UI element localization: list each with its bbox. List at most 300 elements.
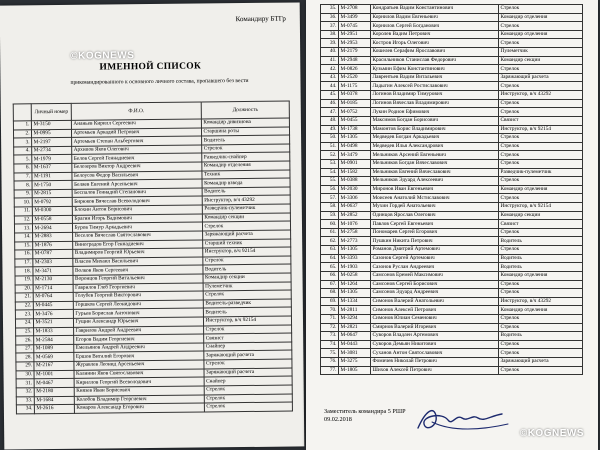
table-row bbox=[321, 263, 583, 272]
position: Инструктор, в/ч 43292 bbox=[202, 196, 290, 206]
position: Стрелок bbox=[499, 349, 583, 358]
full-name: Колобов Владимир Георгиевич bbox=[74, 394, 204, 404]
personal-number: M-0258 bbox=[339, 271, 371, 280]
full-name: Гурьев Борислав Антонович bbox=[73, 308, 203, 318]
personal-number: M-3294 bbox=[339, 314, 371, 323]
full-name: Романов Дмитрий Артемович bbox=[371, 246, 499, 255]
position: Разведчик-пулеметчик bbox=[499, 168, 583, 177]
table-row bbox=[321, 271, 583, 280]
table-row bbox=[321, 349, 583, 358]
position: Инструктор, в/ч 92154 bbox=[499, 125, 583, 134]
personal-number: M-2951 bbox=[339, 30, 371, 39]
full-name: Архипов Яков Олегович bbox=[72, 145, 202, 155]
personal-number: M-2948 bbox=[339, 56, 371, 65]
row-index: 9. bbox=[14, 190, 32, 199]
row-index: 76. bbox=[321, 357, 339, 366]
position: Стрелок bbox=[499, 5, 583, 14]
row-index: 61. bbox=[321, 228, 339, 237]
position: Командир отделения bbox=[202, 161, 290, 171]
full-name: Голубев Георгий Викторович bbox=[73, 291, 203, 301]
table-row bbox=[321, 99, 583, 108]
full-name: Виноградов Егор Геннадиевич bbox=[73, 240, 203, 250]
personal-number: M-1305 bbox=[339, 134, 371, 143]
position: Стрелок bbox=[499, 228, 583, 237]
full-name: Белов Сергей Геннадиевич bbox=[72, 153, 202, 163]
personal-number: M-2708 bbox=[339, 5, 371, 14]
full-name: Князев Иван Борисович bbox=[74, 386, 204, 396]
table-row bbox=[321, 168, 583, 177]
personal-number: M-0826 bbox=[339, 65, 371, 74]
header-position: Должность bbox=[201, 101, 289, 119]
row-index: 13. bbox=[14, 224, 32, 233]
row-index: 27. bbox=[16, 345, 34, 354]
table-row bbox=[321, 116, 583, 125]
personal-number: M-1191 bbox=[32, 172, 72, 181]
row-index: 37. bbox=[321, 22, 339, 31]
personal-number: M-3471 bbox=[33, 267, 73, 276]
table-row bbox=[321, 332, 583, 341]
position: Водитель bbox=[202, 135, 290, 145]
personal-number: M-0388 bbox=[339, 177, 371, 186]
full-name: Костров Игорь Олегович bbox=[371, 39, 499, 48]
position: Стрелок bbox=[499, 22, 583, 31]
row-index: 25. bbox=[16, 327, 34, 336]
personal-number: M-1637 bbox=[32, 163, 72, 172]
personal-number: M-0558 bbox=[32, 215, 72, 224]
row-index: 29. bbox=[16, 362, 34, 371]
watermark: ©KOGNEWS bbox=[70, 50, 135, 62]
header-number bbox=[13, 104, 31, 121]
row-index: 36. bbox=[321, 13, 339, 22]
personal-number: M-3479 bbox=[339, 151, 371, 160]
full-name: Миронов Иван Евгеньевич bbox=[371, 185, 499, 194]
full-name: Симонов Юлиан Семенович bbox=[371, 314, 499, 323]
position: Пулеметчик bbox=[203, 282, 291, 292]
full-name: Артемьев Степан Альбертович bbox=[72, 136, 202, 146]
full-name: Гаврилов Андрей Андреевич bbox=[74, 326, 204, 336]
row-index: 42. bbox=[321, 65, 339, 74]
table-row bbox=[321, 48, 583, 57]
full-name: Красильников Станислав Федорович bbox=[371, 56, 499, 65]
position: Инструктор, в/ч 92154 bbox=[203, 316, 291, 326]
table-row bbox=[321, 254, 583, 263]
position: Стрелок bbox=[204, 394, 292, 404]
personal-number: M-0745 bbox=[339, 22, 371, 31]
position: Стрелок bbox=[499, 82, 583, 91]
personal-number: M-0637 bbox=[339, 203, 371, 212]
full-name: Суханов Антон Святославович bbox=[371, 349, 499, 358]
table-row bbox=[321, 323, 583, 332]
full-name: Ладыгин Алексей Ростиславович bbox=[371, 82, 499, 91]
row-index: 16. bbox=[15, 250, 33, 259]
personal-number: M-1175 bbox=[339, 82, 371, 91]
table-row bbox=[321, 220, 583, 229]
personal-number: M-1334 bbox=[339, 297, 371, 306]
document-footer bbox=[324, 408, 406, 424]
position: Командир секции bbox=[499, 211, 583, 220]
personal-number: M-0764 bbox=[33, 293, 73, 302]
table-row bbox=[321, 246, 583, 255]
personal-number: M-1305 bbox=[339, 246, 371, 255]
full-name: Одинцов Ярослав Олегович bbox=[371, 211, 499, 220]
personal-number: M-1738 bbox=[339, 125, 371, 134]
personal-number: M-2815 bbox=[32, 189, 72, 198]
personal-number: M-1750 bbox=[32, 181, 72, 190]
row-index: 23. bbox=[15, 310, 33, 319]
position: Стрелок bbox=[204, 402, 292, 412]
row-index: 48. bbox=[321, 116, 339, 125]
full-name: Суворов Владлен Артемович bbox=[371, 332, 499, 341]
personal-number: M-2616 bbox=[34, 404, 74, 413]
row-index: 18. bbox=[15, 267, 33, 276]
document-page-right bbox=[306, 0, 598, 450]
roster-table-left bbox=[13, 101, 293, 415]
personal-number: M-1305 bbox=[339, 289, 371, 298]
position: Снайпер bbox=[204, 376, 292, 386]
position: Связист bbox=[499, 116, 583, 125]
position: Стрелок bbox=[499, 323, 583, 332]
table-row bbox=[321, 5, 583, 14]
full-name: Моисеев Анатолий Мстиславович bbox=[371, 194, 499, 203]
row-index: 73. bbox=[321, 332, 339, 341]
position: Стрелок bbox=[499, 151, 583, 160]
personal-number: M-2303 bbox=[33, 258, 73, 267]
personal-number: M-2883 bbox=[33, 232, 73, 241]
position: Инструктор, в/ч 43292 bbox=[499, 297, 583, 306]
full-name: Мухин Гордей Анатольевич bbox=[371, 203, 499, 212]
row-index: 20. bbox=[15, 284, 33, 293]
position: Командир отделения bbox=[499, 185, 583, 194]
personal-number: M-0498 bbox=[339, 142, 371, 151]
table-row bbox=[321, 185, 583, 194]
handwritten-signature bbox=[412, 402, 512, 436]
full-name: Королев Вадим Петрович bbox=[371, 30, 499, 39]
full-name: Белоусов Федор Васильевич bbox=[72, 171, 202, 181]
position: Командир отделения bbox=[499, 271, 583, 280]
position: Заряжающий расчета bbox=[499, 73, 583, 82]
row-index: 2. bbox=[13, 129, 31, 138]
full-name: Пушкин Никита Петрович bbox=[371, 237, 499, 246]
position: Командир отделения bbox=[499, 306, 583, 315]
row-index: 22. bbox=[15, 302, 33, 311]
table-row bbox=[321, 340, 583, 349]
personal-number: M-0752 bbox=[339, 108, 371, 117]
full-name: Фомичев Николай Петрович bbox=[371, 357, 499, 366]
full-name: Самсонов Еремей Максимович bbox=[371, 271, 499, 280]
row-index: 71. bbox=[321, 314, 339, 323]
personal-number: M-2758 bbox=[339, 228, 371, 237]
personal-number: M-3081 bbox=[339, 349, 371, 358]
header-personal-number: Личный номер bbox=[31, 103, 71, 120]
position: Командир отделения bbox=[499, 13, 583, 22]
row-index: 30. bbox=[16, 370, 34, 379]
table-row bbox=[321, 297, 583, 306]
row-index: 68. bbox=[321, 289, 339, 298]
personal-number: M-0185 bbox=[339, 99, 371, 108]
table-row bbox=[321, 151, 583, 160]
position: Заряжающий расчета bbox=[203, 230, 291, 240]
row-index: 5. bbox=[14, 155, 32, 164]
table-row bbox=[321, 228, 583, 237]
position: Старшина роты bbox=[201, 127, 289, 137]
table-row bbox=[321, 314, 583, 323]
position: Водитель-разведчик bbox=[203, 299, 291, 309]
position: Снайпер bbox=[204, 342, 292, 352]
full-name: Павлов Сергей Евгеньевич bbox=[371, 220, 499, 229]
position: Разведчик-снайпер bbox=[202, 152, 290, 162]
table-row bbox=[321, 237, 583, 246]
position: Командир секции bbox=[202, 213, 290, 223]
row-index: 60. bbox=[321, 220, 339, 229]
personal-number: M-0792 bbox=[32, 198, 72, 207]
table-row bbox=[321, 82, 583, 91]
full-name: Буров Тимур Аркадьевич bbox=[72, 222, 202, 232]
position: Командир взвода bbox=[202, 178, 290, 188]
row-index: 14. bbox=[15, 233, 33, 242]
table-row bbox=[321, 39, 583, 48]
personal-number: M-2167 bbox=[34, 361, 74, 370]
row-index: 43. bbox=[321, 73, 339, 82]
table-row bbox=[321, 203, 583, 212]
row-index: 6. bbox=[14, 164, 32, 173]
position: Водитель bbox=[202, 187, 290, 197]
full-name: Мельников Евгений Вячеславович bbox=[371, 168, 499, 177]
position: Инструктор, в/ч 43292 bbox=[499, 91, 583, 100]
personal-number: M-3150 bbox=[31, 120, 71, 129]
row-index: 44. bbox=[321, 82, 339, 91]
row-index: 3. bbox=[14, 138, 32, 147]
table-row bbox=[321, 91, 583, 100]
footer-signatory: Заместитель командира 5 РШР bbox=[324, 408, 406, 415]
row-index: 75. bbox=[321, 349, 339, 358]
position: Стрелок bbox=[499, 99, 583, 108]
personal-number: M-2694 bbox=[32, 224, 72, 233]
full-name: Власов Михаил Васильевич bbox=[73, 257, 203, 267]
row-index: 51. bbox=[321, 142, 339, 151]
row-index: 12. bbox=[14, 215, 32, 224]
full-name: Гаврилов Глеб Георгиевич bbox=[73, 283, 203, 293]
personal-number: M-1264 bbox=[339, 280, 371, 289]
full-name: Комаров Александр Егорович bbox=[74, 403, 204, 413]
position: Стрелок bbox=[499, 314, 583, 323]
row-index: 49. bbox=[321, 125, 339, 134]
personal-number: M-1876 bbox=[33, 241, 73, 250]
row-index: 34. bbox=[16, 405, 34, 414]
table-row bbox=[321, 73, 583, 82]
personal-number: M-0647 bbox=[339, 332, 371, 341]
position: Техник bbox=[202, 170, 290, 180]
full-name: Корнилов Вадим Евгеньевич bbox=[371, 13, 499, 22]
full-name: Веселов Вячеслав Святославович bbox=[73, 231, 203, 241]
personal-number: M-0443 bbox=[339, 340, 371, 349]
full-name: Гущин Александр Юрьевич bbox=[73, 317, 203, 327]
full-name: Самсонов Эдуард Андреевич bbox=[371, 289, 499, 298]
personal-number: M-2773 bbox=[339, 237, 371, 246]
table-row bbox=[321, 142, 583, 151]
position: Стрелок bbox=[499, 108, 583, 117]
full-name: Белозеров Виктор Андреевич bbox=[72, 162, 202, 172]
position: Стрелок bbox=[499, 280, 583, 289]
row-index: 70. bbox=[321, 306, 339, 315]
document-page-left bbox=[0, 2, 304, 449]
table-row bbox=[321, 211, 583, 220]
position: Разведчик-пулеметчик bbox=[202, 204, 290, 214]
position: Водитель bbox=[499, 237, 583, 246]
row-index: 10. bbox=[14, 198, 32, 207]
row-index: 38. bbox=[321, 30, 339, 39]
table-row bbox=[321, 30, 583, 39]
full-name: Сазонов Руслан Андреевич bbox=[371, 263, 499, 272]
personal-number: M-0901 bbox=[339, 159, 371, 168]
full-name: Логинов Владимир Тимурович bbox=[371, 91, 499, 100]
personal-number: M-1805 bbox=[339, 366, 371, 375]
personal-number: M-2179 bbox=[339, 48, 371, 57]
personal-number: M-1903 bbox=[339, 263, 371, 272]
watermark: ©KOGNEWS bbox=[519, 428, 584, 439]
personal-number: M-0300 bbox=[32, 206, 72, 215]
row-index: 8. bbox=[14, 181, 32, 190]
personal-number: M-1833 bbox=[34, 327, 74, 336]
table-row bbox=[321, 366, 583, 375]
row-index: 67. bbox=[321, 280, 339, 289]
full-name: Блохин Антон Борисович bbox=[72, 205, 202, 215]
position: Стрелок bbox=[499, 340, 583, 349]
full-name: Медведев Богдан Аркадьевич bbox=[371, 134, 499, 143]
full-name: Симонов Валерий Анатольевич bbox=[371, 297, 499, 306]
full-name: Кондратьев Вадим Константинович bbox=[371, 5, 499, 14]
row-index: 47. bbox=[321, 108, 339, 117]
position: Стрелок bbox=[204, 385, 292, 395]
table-row bbox=[16, 402, 292, 413]
full-name: Корнилов Сергей Богданович bbox=[371, 22, 499, 31]
position: Инструктор, в/ч 92154 bbox=[499, 203, 583, 212]
table-row bbox=[321, 125, 583, 134]
full-name: Емельянов Андрей Андреевич bbox=[74, 343, 204, 353]
table-row bbox=[321, 280, 583, 289]
personal-number: M-1684 bbox=[34, 396, 74, 405]
personal-number: M-2811 bbox=[339, 306, 371, 315]
personal-number: M-2852 bbox=[339, 211, 371, 220]
personal-number: M-2734 bbox=[32, 146, 72, 155]
full-name: Владимиров Георгий Юрьевич bbox=[73, 248, 203, 258]
full-name: Мельников Богдан Вячеславович bbox=[371, 159, 499, 168]
row-index: 40. bbox=[321, 48, 339, 57]
full-name: Суворов Демьян Никитович bbox=[371, 340, 499, 349]
personal-number: M-3499 bbox=[339, 13, 371, 22]
row-index: 58. bbox=[321, 203, 339, 212]
full-name: Егоров Вадим Георгиевич bbox=[74, 334, 204, 344]
row-index: 26. bbox=[16, 336, 34, 345]
table-row bbox=[321, 177, 583, 186]
position: Связист bbox=[204, 333, 292, 343]
table-row bbox=[321, 306, 583, 315]
roster-body-right bbox=[321, 5, 583, 375]
full-name: Бирюков Вячеслав Всеволодович bbox=[72, 196, 202, 206]
row-index: 69. bbox=[321, 297, 339, 306]
table-row bbox=[321, 65, 583, 74]
position: Водитель bbox=[203, 307, 291, 317]
position: Водитель bbox=[499, 332, 583, 341]
row-index: 15. bbox=[15, 241, 33, 250]
full-name: Брагин Игорь Вадимович bbox=[72, 214, 202, 224]
position: Стрелок bbox=[499, 39, 583, 48]
document-subtitle: прикомандированного к основного личного состава, пропавшего без вести bbox=[70, 77, 249, 86]
header-name: Ф.И.О. bbox=[71, 102, 201, 120]
full-name: Горшков Сергей Леонидович bbox=[73, 300, 203, 310]
personal-number: M-2030 bbox=[339, 185, 371, 194]
position: Командир дивизиона bbox=[201, 118, 289, 128]
row-index: 63. bbox=[321, 246, 339, 255]
row-index: 64. bbox=[321, 254, 339, 263]
row-index: 77. bbox=[321, 366, 339, 375]
position: Стрелок bbox=[499, 159, 583, 168]
full-name: Воронцов Георгий Витальевич bbox=[73, 274, 203, 284]
full-name: Калинин Яков Святославович bbox=[74, 369, 204, 379]
position: Командир секции bbox=[203, 273, 291, 283]
table-row bbox=[321, 159, 583, 168]
position: Водитель bbox=[203, 264, 291, 274]
personal-number: M-1089 bbox=[34, 344, 74, 353]
full-name: Симонов Алексей Петрович bbox=[371, 306, 499, 315]
position: Стрелок bbox=[499, 246, 583, 255]
position: Заряжающий расчета bbox=[499, 357, 583, 366]
row-index: 52. bbox=[321, 151, 339, 160]
full-name: Медведев Илья Александрович bbox=[371, 142, 499, 151]
personal-number: M-0787 bbox=[33, 249, 73, 258]
row-index: 4. bbox=[14, 147, 32, 156]
row-index: 46. bbox=[321, 99, 339, 108]
personal-number: M-2180 bbox=[34, 387, 74, 396]
row-index: 41. bbox=[321, 56, 339, 65]
table-row bbox=[321, 289, 583, 298]
personal-number: M-0467 bbox=[34, 379, 74, 388]
table-row bbox=[321, 357, 583, 366]
personal-number: M-3306 bbox=[339, 194, 371, 203]
position: Стрелок bbox=[203, 256, 291, 266]
full-name: Лаврентьев Вадим Витальевич bbox=[371, 73, 499, 82]
table-row bbox=[321, 194, 583, 203]
personal-number: M-3476 bbox=[33, 310, 73, 319]
position: Заряжающий расчета bbox=[204, 368, 292, 378]
position: Старший техник bbox=[203, 239, 291, 249]
row-index: 31. bbox=[16, 379, 34, 388]
row-index: 11. bbox=[14, 207, 32, 216]
full-name: Пономарев Сергей Егорович bbox=[371, 228, 499, 237]
table-row bbox=[321, 13, 583, 22]
row-index: 1. bbox=[13, 121, 31, 130]
row-index: 35. bbox=[321, 5, 339, 14]
position: Стрелок bbox=[204, 359, 292, 369]
row-index: 39. bbox=[321, 39, 339, 48]
row-index: 24. bbox=[15, 319, 33, 328]
row-index: 55. bbox=[321, 177, 339, 186]
row-index: 19. bbox=[15, 276, 33, 285]
row-index: 56. bbox=[321, 185, 339, 194]
full-name: Максимов Богдан Борисович bbox=[371, 116, 499, 125]
row-index: 21. bbox=[15, 293, 33, 302]
personal-number: M-1582 bbox=[339, 168, 371, 177]
document-title: ИМЕННОЙ СПИСОК bbox=[99, 61, 202, 73]
position: Стрелок bbox=[499, 177, 583, 186]
full-name: Волков Яков Сергеевич bbox=[73, 265, 203, 275]
position: Стрелок bbox=[499, 65, 583, 74]
row-index: 45. bbox=[321, 91, 339, 100]
roster-table-right bbox=[320, 4, 583, 375]
full-name: Артемьев Аркадий Петрович bbox=[71, 128, 201, 138]
position: Водитель bbox=[499, 254, 583, 263]
row-index: 65. bbox=[321, 263, 339, 272]
personal-number: M-1076 bbox=[339, 220, 371, 229]
